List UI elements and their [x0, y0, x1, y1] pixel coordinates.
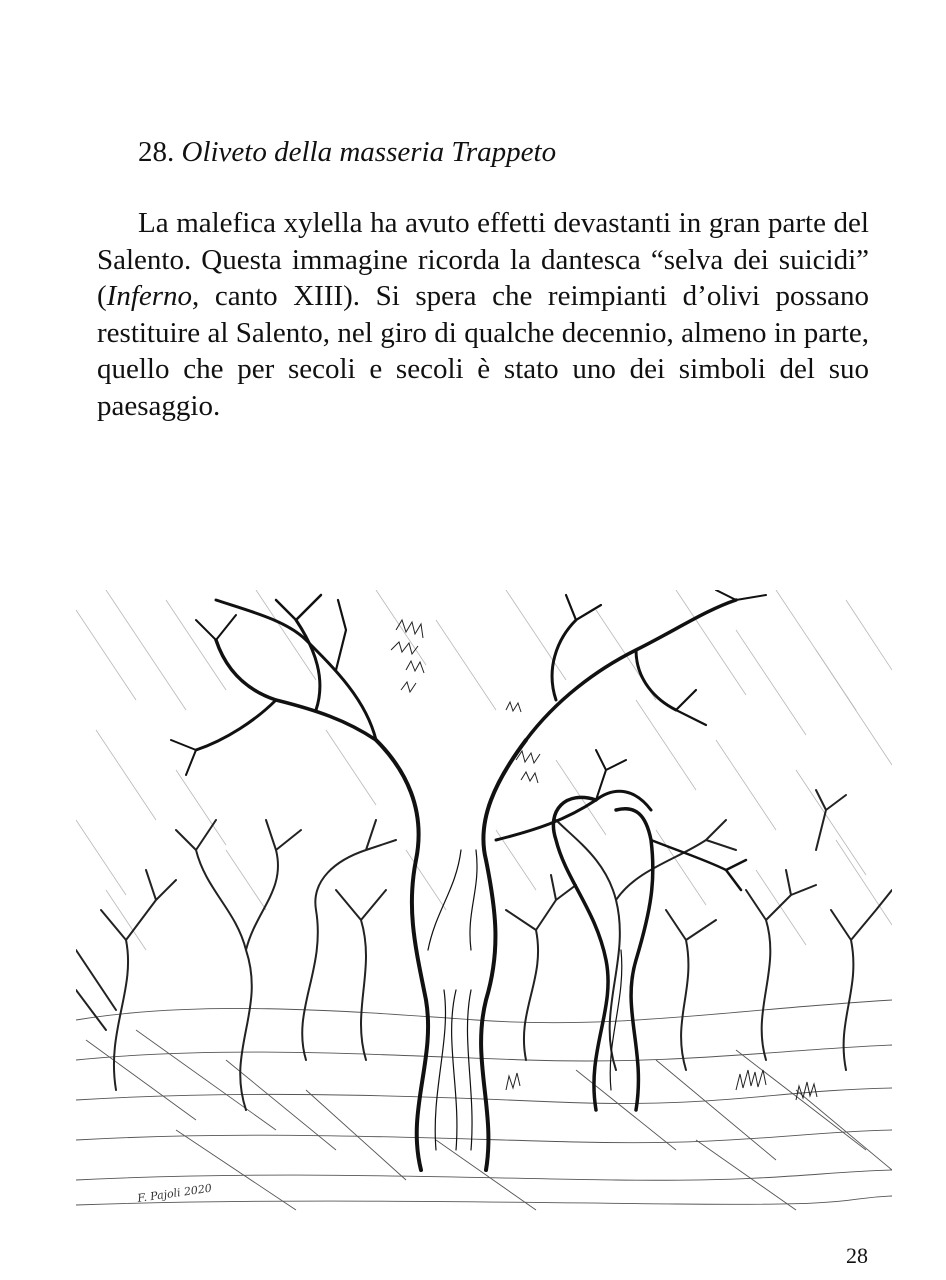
section-title: Oliveto della masseria Trappeto	[181, 136, 557, 168]
paragraph-text-1: La malefica xylella ha avuto effetti devastanti in gran parte del Salento. Questa immagine ricorda la dantesca “selva dei suicidi” (	[97, 207, 869, 312]
main-tree	[171, 590, 766, 1170]
olive-grove-illustration	[76, 590, 892, 1214]
ground-hatching	[76, 1000, 892, 1210]
pen-drawing	[76, 590, 892, 1214]
section-number: 28.	[138, 136, 175, 168]
paragraph-work-title: Inferno	[106, 280, 193, 312]
sky-hatching	[76, 590, 892, 950]
section-heading	[138, 132, 556, 172]
artist-signature: F. Pajoli 2020	[136, 1181, 213, 1205]
body-paragraph	[97, 205, 869, 424]
page-number: 28	[846, 1243, 868, 1268]
paragraph-text-2: , canto XIII). Si spera che reimpianti d’olivi possano restituire al Salento, nel giro di qualche decennio, almeno in parte, quello che per secoli e secoli è stato uno dei simboli del suo paesaggio.	[97, 280, 869, 422]
foliage-tufts	[391, 620, 817, 1100]
